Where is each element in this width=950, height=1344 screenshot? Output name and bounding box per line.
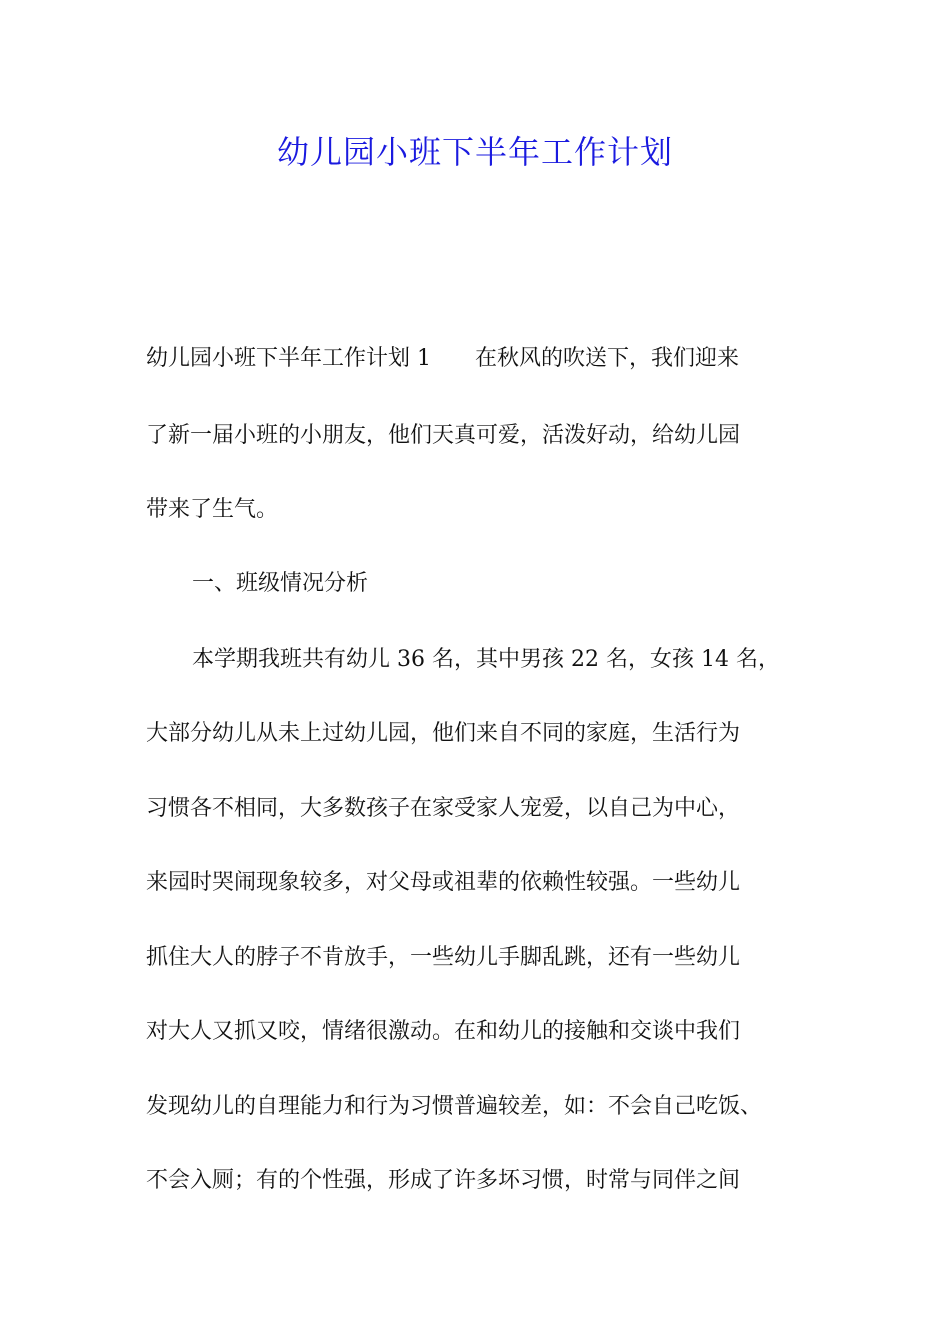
body-line: 来园时哭闹现象较多，对父母或祖辈的依赖性较强。一些幼儿 [146, 870, 741, 895]
document-title: 幼儿园小班下半年工作计划 [276, 133, 673, 171]
body-line: 习惯各不相同，大多数孩子在家受家人宠爱，以自己为中心， [146, 796, 741, 821]
body-line: 带来了生气。 [146, 497, 279, 522]
body-line: 了新一届小班的小朋友，他们天真可爱，活泼好动，给幼儿园 [146, 423, 741, 448]
body-line: 抓住大人的脖子不肯放手，一些幼儿手脚乱跳，还有一些幼儿 [146, 945, 741, 970]
body-line: 大部分幼儿从未上过幼儿园，他们来自不同的家庭，生活行为 [146, 721, 741, 746]
body-line: 发现幼儿的自理能力和行为习惯普遍较差，如：不会自己吃饭、 [146, 1094, 763, 1119]
body-line: 本学期我班共有幼儿 36 名，其中男孩 22 名，女孩 14 名， [192, 647, 780, 672]
body-line: 幼儿园小班下半年工作计划 1 在秋风的吹送下，我们迎来 [146, 346, 739, 371]
body-line: 对大人又抓又咬，情绪很激动。在和幼儿的接触和交谈中我们 [146, 1019, 741, 1044]
body-line: 不会入厕；有的个性强，形成了许多坏习惯，时常与同伴之间 [146, 1168, 741, 1193]
section-heading: 一、班级情况分析 [192, 571, 369, 596]
